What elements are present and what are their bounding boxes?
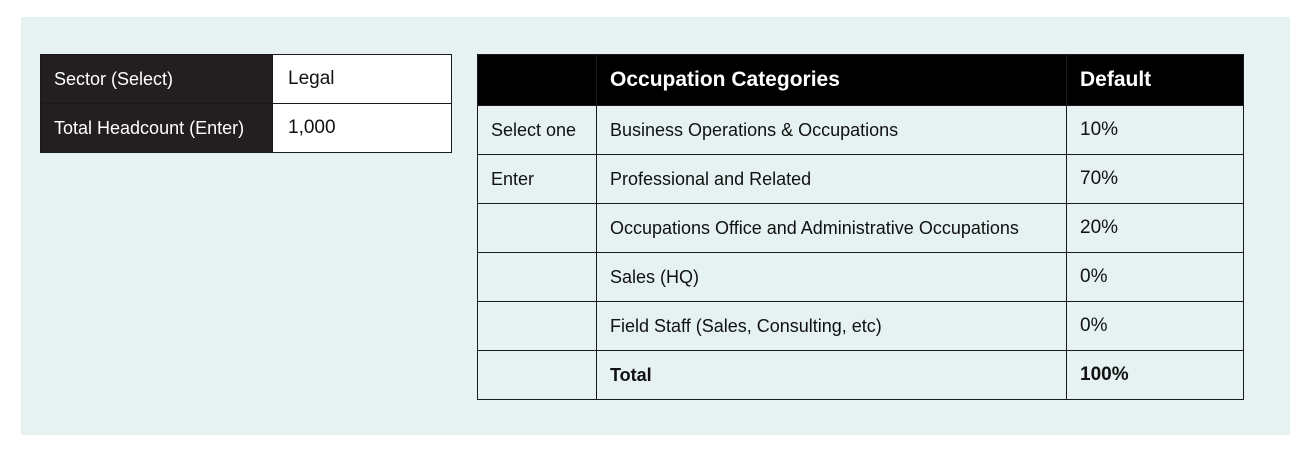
headcount-input[interactable]: 1,000 bbox=[273, 104, 452, 153]
category-cell: Field Staff (Sales, Consulting, etc) bbox=[597, 302, 1067, 351]
row-hint: Select one bbox=[478, 106, 597, 155]
default-cell[interactable]: 0% bbox=[1067, 302, 1244, 351]
row-hint bbox=[478, 253, 597, 302]
occupation-header-row bbox=[478, 55, 1244, 106]
header-blank bbox=[478, 55, 597, 106]
category-cell: Professional and Related bbox=[597, 155, 1067, 204]
total-hint bbox=[478, 351, 597, 400]
row-hint: Enter bbox=[478, 155, 597, 204]
occupation-table bbox=[477, 54, 1244, 400]
table-row bbox=[478, 302, 1244, 351]
inputs-table bbox=[40, 54, 452, 153]
category-cell: Occupations Office and Administrative Occupations bbox=[597, 204, 1067, 253]
row-hint bbox=[478, 302, 597, 351]
default-cell[interactable]: 70% bbox=[1067, 155, 1244, 204]
table-row bbox=[478, 204, 1244, 253]
total-value: 100% bbox=[1067, 351, 1244, 400]
total-row bbox=[478, 351, 1244, 400]
category-cell: Sales (HQ) bbox=[597, 253, 1067, 302]
header-default: Default bbox=[1067, 55, 1244, 106]
header-occupation-categories: Occupation Categories bbox=[597, 55, 1067, 106]
sector-label: Sector (Select) bbox=[41, 55, 273, 104]
total-label: Total bbox=[597, 351, 1067, 400]
default-cell[interactable]: 0% bbox=[1067, 253, 1244, 302]
default-cell[interactable]: 20% bbox=[1067, 204, 1244, 253]
table-row bbox=[478, 106, 1244, 155]
default-cell: 10% bbox=[1067, 106, 1244, 155]
table-row bbox=[478, 253, 1244, 302]
table-row bbox=[478, 155, 1244, 204]
category-cell[interactable]: Business Operations & Occupations bbox=[597, 106, 1067, 155]
sector-row bbox=[41, 55, 452, 104]
sector-select[interactable]: Legal bbox=[273, 55, 452, 104]
headcount-label: Total Headcount (Enter) bbox=[41, 104, 273, 153]
headcount-row bbox=[41, 104, 452, 153]
row-hint bbox=[478, 204, 597, 253]
